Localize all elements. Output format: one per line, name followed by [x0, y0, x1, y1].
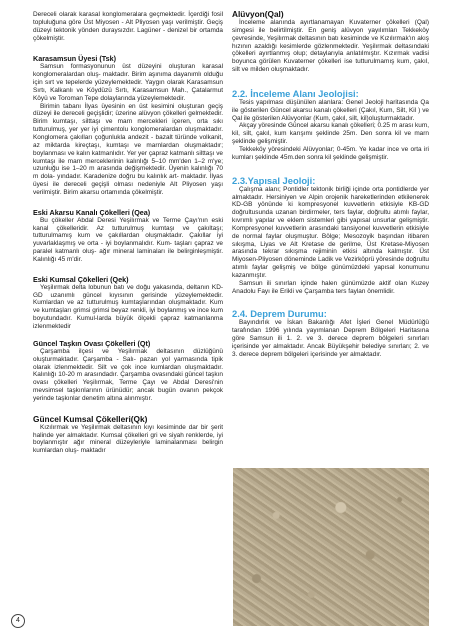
section-2-3-title: 2.3.Yapısal Jeoloji:: [232, 174, 316, 186]
section-2-4-title: 2.4. Deprem Durumu:: [232, 308, 327, 320]
page-number: 4: [11, 614, 25, 628]
heading-karasamsun: Karasamsun Üyesi (Tsk): [33, 54, 116, 64]
section-2-3-paragraph-1: Çalışma alanı; Pontidler tektonik birliği içinde orta pontidlerde yer almaktadır. Hersiniyen ve Alpin orojenik hareketlerinden etkilenerek KD-GB yönünde ki kompresyonel kuvvetlerin etkisiyle KB-GD doğrultusunda uzanan birdirmeler, ters faylar, doğrultu atımlı faylar, kıvrımlı yapılar ve eklem sistemleri gibi yapısal unsurlar gelişmiştir. Kompresyonel kuvvetlerin arasındaki tansiyonel kuvvetlerin etkisiyle de normal faylar oluşmuştur. Bölge; Mesozoyik başından itibaren sıkışma, Liyas ve Alt Kretase de gerilme, Üst Kretase-Miyosen arasında tekrar sıkışma rejiminin etkisi altında kalmıştır. Üst Miyosen-Pliyosen döneminde Ladik ve Vezirköprü yöresinde doğrultu atımlı faylar gelişmiş ve bölge günümüzdeki yapısal konumunu kazanmıştır.: [232, 185, 429, 279]
intro-paragraph: Dereceli olarak karasal konglomeralara geçmektedir. İçerdiği fosil topluluğuna göre Üst Miyosen - Alt Pliyosen yaşı verilmiştir. Geçiş düzeyi tektonik yönden duraysızdır. Lagüner - denizel bir ortamda çökelmiştir.: [33, 11, 223, 42]
heading-qal: Alüvyon(Qal): [232, 9, 284, 19]
qk-paragraph: Kızılırmak ve Yeşilırmak deltasının kıyı kesiminde dar bir şerit halinde yer almaktadır. Kumsal çökelleri gri ve siyah renklerde, iyi boylanmıştır ağır mineral düzeyleriyle laminalanması belirgin kumlardan oluş- maktadır: [33, 423, 223, 455]
karasamsun-paragraph-2: Birimin tabanı İlyas üyesinin en üst kesimini oluşturan geçiş düzeyi ile dereceli geçişlidir; üzerine alüvyon çökelleri gelmektedir. Birim kumtaşı, silttaşı ve marn mercekleri içeren, orta sıkı tutturulmuş, yer yer iyi çimentolu konglomeralardan oluşmaktadır. Konglomera çakılları çoğunlukla andezit - bazalt türünde volkanit, az miktarda kireçtaşı, kumtaşı ve marnlardan oluşmaktadır; boylanması ve kalın katmanlıdır. Yer yer çapraz katmanlı silttaşı ve kumtaşı ile marn merceklerinin kalınlığı 5–10 mm'den 1–2 m'ye; uzunluğu ise 1–20 m arasında değişmektedir. Üyenin kalınlığı 70 m dola- yındadır. Karadenize doğru bu kalınlık art- maktadır. İlyas üyesi ile dereceli geçişli olması nedeniyle Alt Pliyosen yaşı verilmiştir. Birim akarsu ortamında çökelmiştir.: [33, 102, 223, 196]
qt-paragraph: Çarşamba ilçesi ve Yeşilırmak deltasının düzlüğünü oluşturmaktadır. Çarşamba - Salı- pazarı yol yarmasında tipik olarak izlenmektedir. Silt ve çok ince kumlardan oluşmaktadır. Kalınlığı 10-20 m arasındadır. Çarşamba ovasındaki güncel taşkın ovası çökelleri Yeşilırmak, Terme Çayı ve Abdal Deresi'nin mevsimsel taşkınlarının ürünüdür; ancak bugün ovanın pekçok yerinde taşkınlar denetim altına alınmıştır.: [33, 347, 223, 402]
karasamsun-paragraph-1: Samsun formasyonunun üst düzeyini oluşturan karasal konglomeralardan oluş- maktadır. Birim aşınıma dayanımlı olduğu için sırt ve tepelerde yüzeylemektedir. Yaygın olarak Karasamsun Sırtı, Kalkanlı ve Köydüzü Sırtı, Karasamsun Mah., Çatalarmut Köyü ve Toroman Tepe dolaylarında yüzeylemektedir.: [33, 63, 223, 102]
section-2-2-paragraph-3: Tekkeköy yöresindeki Alüvyonlar; 0-45m. Ye kadar ince ve orta iri kumları şeklinde 45m.den sonra kil şeklinde gelişmiştir.: [232, 145, 429, 161]
left-column: [33, 0, 223, 455]
section-2-2-title: 2.2. İnceleme Alanı Jeolojisi:: [232, 87, 359, 99]
qal-paragraph: İnceleme alanında ayırtlanamayan Kuvaterner çökelleri (Qal) simgesi ile belirtilmiştir. En geniş alüvyon yayılımları Tekkeköy çevresinde, Yeşilırmak deltasının batı kesiminde ve Kızılırmak'ın akış hızının azaldığı kesimlerde gözlenmektedir. Yeşilırmak deltasındaki çökelleri ayırtlanmış olup; detaylarıyla anlatılmıştır. Kızırmak vadisi boyunca görülen Kuvaterner çökelleri ise tutturulmamış kum, çakıl, silt ve milden oluşmaktadır.: [232, 19, 429, 74]
qea-paragraph: Bu çökeller Abdal Deresi Yeşilırmak ve Terme Çayı'nın eski kanal çökelleridir. Az tutturulmuş kumtaşı ve çakıltaşı; tutturulmamış kum ve çakıllardan oluşmaktadır. Çakıllar iyi yuvarlaklaşmış ve orta - iyi boylanmalıdır. Kum- taşları çapraz ve paralel katmanlı oluş- ağır mineral laminaları ile belirginleşmiştir. Kalınlığı 45 m'dir.: [33, 216, 223, 263]
section-2-4-paragraph: Bayındırlık ve İskan Bakanlığı Afet İşleri Genel Müdürlüğü tarafından 1996 yılında yayımlanan Deprem Bölgeleri Haritasına göre Samsun ili 1. 2. ve 3. derece deprem bölgeleri sınırları içerisinde yer almaktadır. Ancak Büyükşehir belediye sınırları; 2. ve 3. derece deprem bölgeleri içerisinde yer almaktadır.: [232, 319, 429, 358]
section-2-2-paragraph-2: Akçay yöresinde Güncel akarsu kanalı çökelleri; 0.25 m arası kum, kil, silt, çakıl, kum karışımı şeklinde 25m. Den sonra kil ve marn şeklinde gelişmiştir.: [232, 122, 429, 146]
heading-qk: Güncel Kumsal Çökelleri(Qk): [33, 413, 148, 424]
right-column: [232, 0, 429, 359]
section-2-2-paragraph-1: Tesis yapılması düşünülen alanlara: Genel Jeoloji haritasında Qa ile gösterilen Güncel akarsu kanalı çökelleri (Çakıl, Kum, Silt, Kil ) ve Qal ile gösterilen Alüvyonlar (Kum, çakıl, silt, kil)oluşturmaktadır.: [232, 98, 429, 122]
geology-rock-photo: [233, 468, 429, 626]
heading-qek: Eski Kumsal Çökelleri (Qek): [33, 274, 129, 284]
heading-qt: Güncel Taşkın Ovası Çökelleri (Qt): [33, 338, 151, 348]
heading-qea: Eski Akarsu Kanalı Çökelleri (Qea): [33, 207, 151, 217]
qek-paragraph: Yeşilırmak delta lobunun batı ve doğu yakasında, deltanın KD-GD uzanımlı güncel kıyısının gerisinde yüzeylemektedir. Kumlardan ve az tutturulmuş kumtaşlarından oluşmaktadır. Kum ve kumtaşları grimsi grimsi beyaz renkli, iyi boylanmış ve ince kum boyutundadır. Kumul-larda büyük ölçekli çapraz katmanlanma izlenmektedir: [33, 283, 223, 330]
section-2-3-paragraph-2: Samsun ili sınırları içinde halen günümüzde aktif olan Kuzey Anadolu Fayı ile Erikli ve Çarşamba ters faylan önemlidir.: [232, 279, 429, 295]
